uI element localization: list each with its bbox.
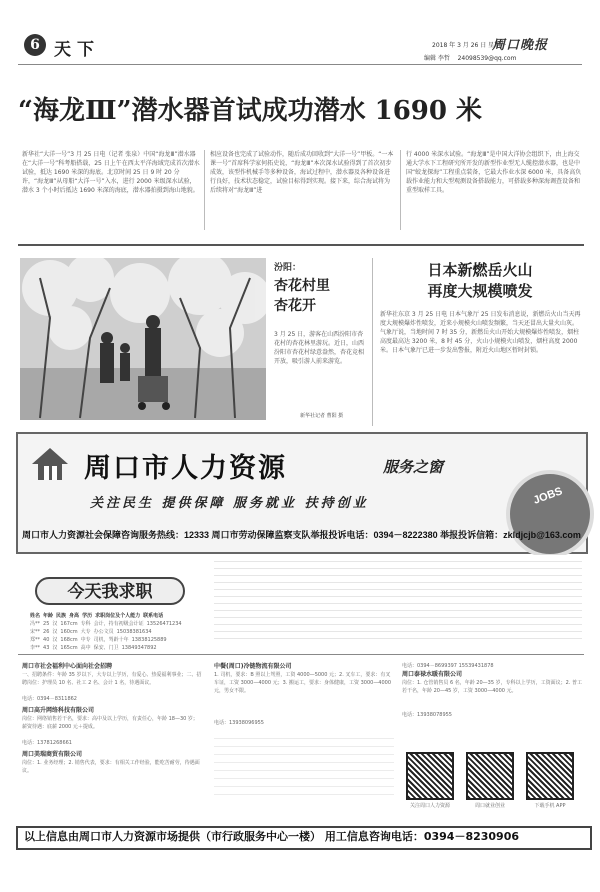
cell: 李** (30, 645, 41, 651)
cell: 司机，驾龄十年 (93, 637, 129, 643)
cell: 168cm (60, 637, 78, 643)
lead-col-1: 新华社“大洋一号”3 月 25 日电（记者 张泉）中国“海龙Ⅲ”潜水器在“大洋一号”科考船搭载，25 日上午在西太平洋海域完成首次潜水试验，抵达 1690 米深的海底。北京时间 25 日 9 时 20 分许，“海龙Ⅲ”从母船“大洋一号”入水，进行 2000 米级深水试验，潜水 3 个小时后抵达 1690 米深的海底，潜水器拍摄到海山地貌。 (22, 151, 200, 194)
section-divider (18, 244, 584, 246)
recruit-phone: 电话：0394－8699397 15539431878 (402, 663, 494, 669)
ad-subtitle: 服务之窗 (383, 458, 444, 476)
seeker-table (30, 612, 216, 652)
recruit-body: 岗位：1. 仓管销售员 6 名，年龄 20—35 岁，专科以上学历，工资面议；2. 普工若干名，年龄 20—45 岁，工资 3000—4000 元。 (402, 680, 582, 694)
col-name: 姓名 (30, 613, 41, 619)
cell: 165cm (60, 645, 78, 651)
cell: 保安、门卫 (93, 645, 119, 651)
col-age: 年龄 (43, 613, 54, 619)
cell: 宋** (30, 629, 41, 635)
recruit-body: 一、招聘条件：年龄 35 岁以下，大专以上学历，有爱心、热爱福利事业；二、招聘岗位：护理员 10 名、社工 2 名、会计 1 名，待遇面议。 (22, 672, 202, 686)
photo-story-body: 3 月 25 日，游客在山西汾阳市杏花村的杏花林里游玩。近日，山西汾阳市杏花村绿意盎然，杏花竞相开放，吸引游人前来游览。 (274, 331, 365, 365)
jobs-badge-label: JOBS (531, 485, 565, 507)
page-number: 6 (24, 34, 46, 56)
issue-date: 2018 年 3 月 26 日 星期一 (432, 42, 507, 49)
photo-illustration (20, 258, 266, 420)
recruit-title: 周口美瑞商贸有限公司 (22, 751, 83, 758)
cell: 167cm (60, 621, 78, 627)
cell: 13526471234 (146, 621, 182, 627)
photo-story-label: 汾阳： (274, 262, 302, 272)
recruit-body: 岗位：网络销售若干名，要求：高中及以上学历，有责任心，年龄 18—30 岁；薪资待遇：底薪 2000 元＋提成。 (22, 716, 198, 730)
volcano-headline-line2: 再度大规模喷发 (427, 282, 533, 300)
cell: 26 (43, 629, 50, 635)
today-job-banner (34, 574, 186, 606)
cell: 汉 (52, 629, 58, 635)
qr-caption: 周口就业创业 (474, 803, 505, 809)
volcano-headline (382, 260, 578, 302)
recruit-body: 岗位：1. 业务经理；2. 销售代表，要求：有相关工作经验，能吃苦耐劳，待遇面议。 (22, 760, 200, 774)
qr-caption: 关注周口人力资源 (409, 803, 450, 809)
cell: 会计，持有初级会计证 (93, 621, 144, 627)
photo-story-title-line1: 杏花村里 (274, 278, 330, 294)
seeker-listing-grid (214, 555, 582, 640)
photo-credit: 新华社记者 曹阳 摄 (300, 413, 344, 419)
cell: 冯** (30, 621, 41, 627)
table-row (30, 628, 216, 636)
apricot-blossom-photo (20, 258, 266, 420)
recruit-body: 1. 司机，要求：B 照以上驾照，工资 4000—5000 元；2. 叉车工，要求：有叉车证，工资 3000—4000 元；3. 搬运工，要求：身体健康，工资 3000—4000 元，男女不限。 (214, 672, 392, 694)
col-height: 身高 (69, 613, 80, 619)
qr-code[interactable] (406, 752, 454, 800)
cell: 中专 (80, 637, 91, 643)
recruit-title: 周口市社会福利中心面向社会招聘 (22, 663, 113, 670)
lead-headline: “海龙Ⅲ”潜水器首试成功潜水 1690 米 (18, 96, 483, 126)
hotline-text: 周口市人力资源社会保障咨询服务热线：12333 周口市劳动保障监察支队举报投诉电话：0394－8222380 举报投诉信箱：zkldjcjb@163.com (22, 530, 581, 540)
col-phone: 联系电话 (143, 613, 164, 619)
cell: 汉 (52, 637, 58, 643)
recruit-column-1 (22, 662, 202, 822)
ad-title: 周口市人力资源 (84, 453, 287, 484)
cell: 高中 (80, 645, 91, 651)
cell: 13838125889 (131, 637, 167, 643)
recruit-phone: 电话：13938096955 (214, 720, 264, 726)
column-divider (372, 258, 373, 426)
editor-email: 24098539@qq.com (457, 55, 517, 62)
recruit-filler (214, 731, 394, 801)
cell: 43 (43, 645, 50, 651)
recruit-phone: 电话：13781268661 (22, 740, 72, 746)
volcano-body: 新华社东京 3 月 25 日电 日本气象厅 25 日发布消息说，新燃岳火山当天再度大规模爆炸性喷发，近来小规模火山喷发频繁，当天还冒出大量火山灰。气象厅说，当地时间 7 时 35 分，新燃岳火山开始大规模爆炸性喷发，烟柱高度最高达 3200 米，8 时 45 分，火山小规模火山喷发，烟柱高度 2000 米。日本气象厅已进一步发出警报，附近火山地区暂时封锁。 (380, 311, 581, 354)
cell: 汉 (52, 621, 58, 627)
col-education: 学历 (82, 613, 93, 619)
table-row (30, 620, 216, 628)
table-row (30, 636, 216, 644)
cell: 大专 (80, 629, 91, 635)
footer-text: 以上信息由周口市人力资源市场提供（市行政服务中心一楼） 用工信息咨询电话：0394－8230906 (24, 830, 520, 843)
column-divider (400, 150, 401, 230)
section-title: 天下 (54, 40, 100, 60)
recruit-title: 周口高升网络科技有限公司 (22, 707, 95, 714)
newspaper-logo: 周口晚报 (492, 38, 549, 53)
column-divider (204, 150, 205, 230)
photo-story-title (274, 276, 330, 316)
cell: 汉 (52, 645, 58, 651)
recruit-phone: 电话：13938078955 (402, 712, 452, 718)
cell: 13849347892 (121, 645, 157, 651)
cell: 专科 (80, 621, 91, 627)
volcano-headline-line1: 日本新燃岳火山 (427, 261, 533, 279)
table-row (30, 644, 216, 652)
col-ethnic: 民族 (56, 613, 67, 619)
photo-story-title-line2: 杏花开 (274, 298, 316, 314)
cell: 25 (43, 621, 50, 627)
seeker-table-header (30, 612, 216, 620)
qr-code[interactable] (466, 752, 514, 800)
today-job-banner-text: 今天我求职 (67, 582, 153, 602)
cell: 郑** (30, 637, 41, 643)
recruit-phone: 电话：0394－8311862 (22, 696, 77, 702)
ad-slogan: 关注民生 提供保障 服务就业 扶持创业 (90, 496, 369, 511)
cell: 40 (43, 637, 50, 643)
qr-caption: 下载手机 APP (534, 803, 566, 809)
cell: 160cm (60, 629, 78, 635)
house-logo-icon (30, 446, 70, 482)
recruit-title: 中餐(周口)冷链物流有限公司 (214, 663, 292, 670)
recruit-column-2 (214, 662, 394, 822)
qr-code[interactable] (526, 752, 574, 800)
cell: 15038381634 (116, 629, 152, 635)
lead-col-3: 行 4000 米深水试验。“海龙Ⅲ”是中国大洋协会组织下，由上海交通大学水下工程研究所开发的新型作业型无人缆控潜水器，也是中国“蛟龙探海”工程重点装备，它最大作业水深 6000 米，具备高负载作业能力和大型观测设备搭载能力，可搭载多种深海调查设备和重型取样工具。 (406, 151, 582, 194)
col-position: 求职岗位及个人能力 (95, 613, 141, 619)
lead-col-2: 相应设备也完成了试验动作，随后成功回收到“大洋一号”甲板。“一本课一号”首席科学家何拓史说，“海龙Ⅲ”本次深水试验得到了首次初步成效，该型作机械手等多种设备，海试过程中，潜水器及各种设备进行良好，技术状态稳定，试验目标得到实现。接下来，综合海试将为后续将对“海龙Ⅲ”进 (210, 151, 394, 194)
cell: 办公文员 (93, 629, 114, 635)
recruit-title: 周口泰禄水暖有限公司 (402, 671, 463, 678)
section-divider (18, 654, 584, 655)
editor-name: 编辑 李哲 (424, 55, 450, 62)
editor-line (424, 53, 516, 62)
